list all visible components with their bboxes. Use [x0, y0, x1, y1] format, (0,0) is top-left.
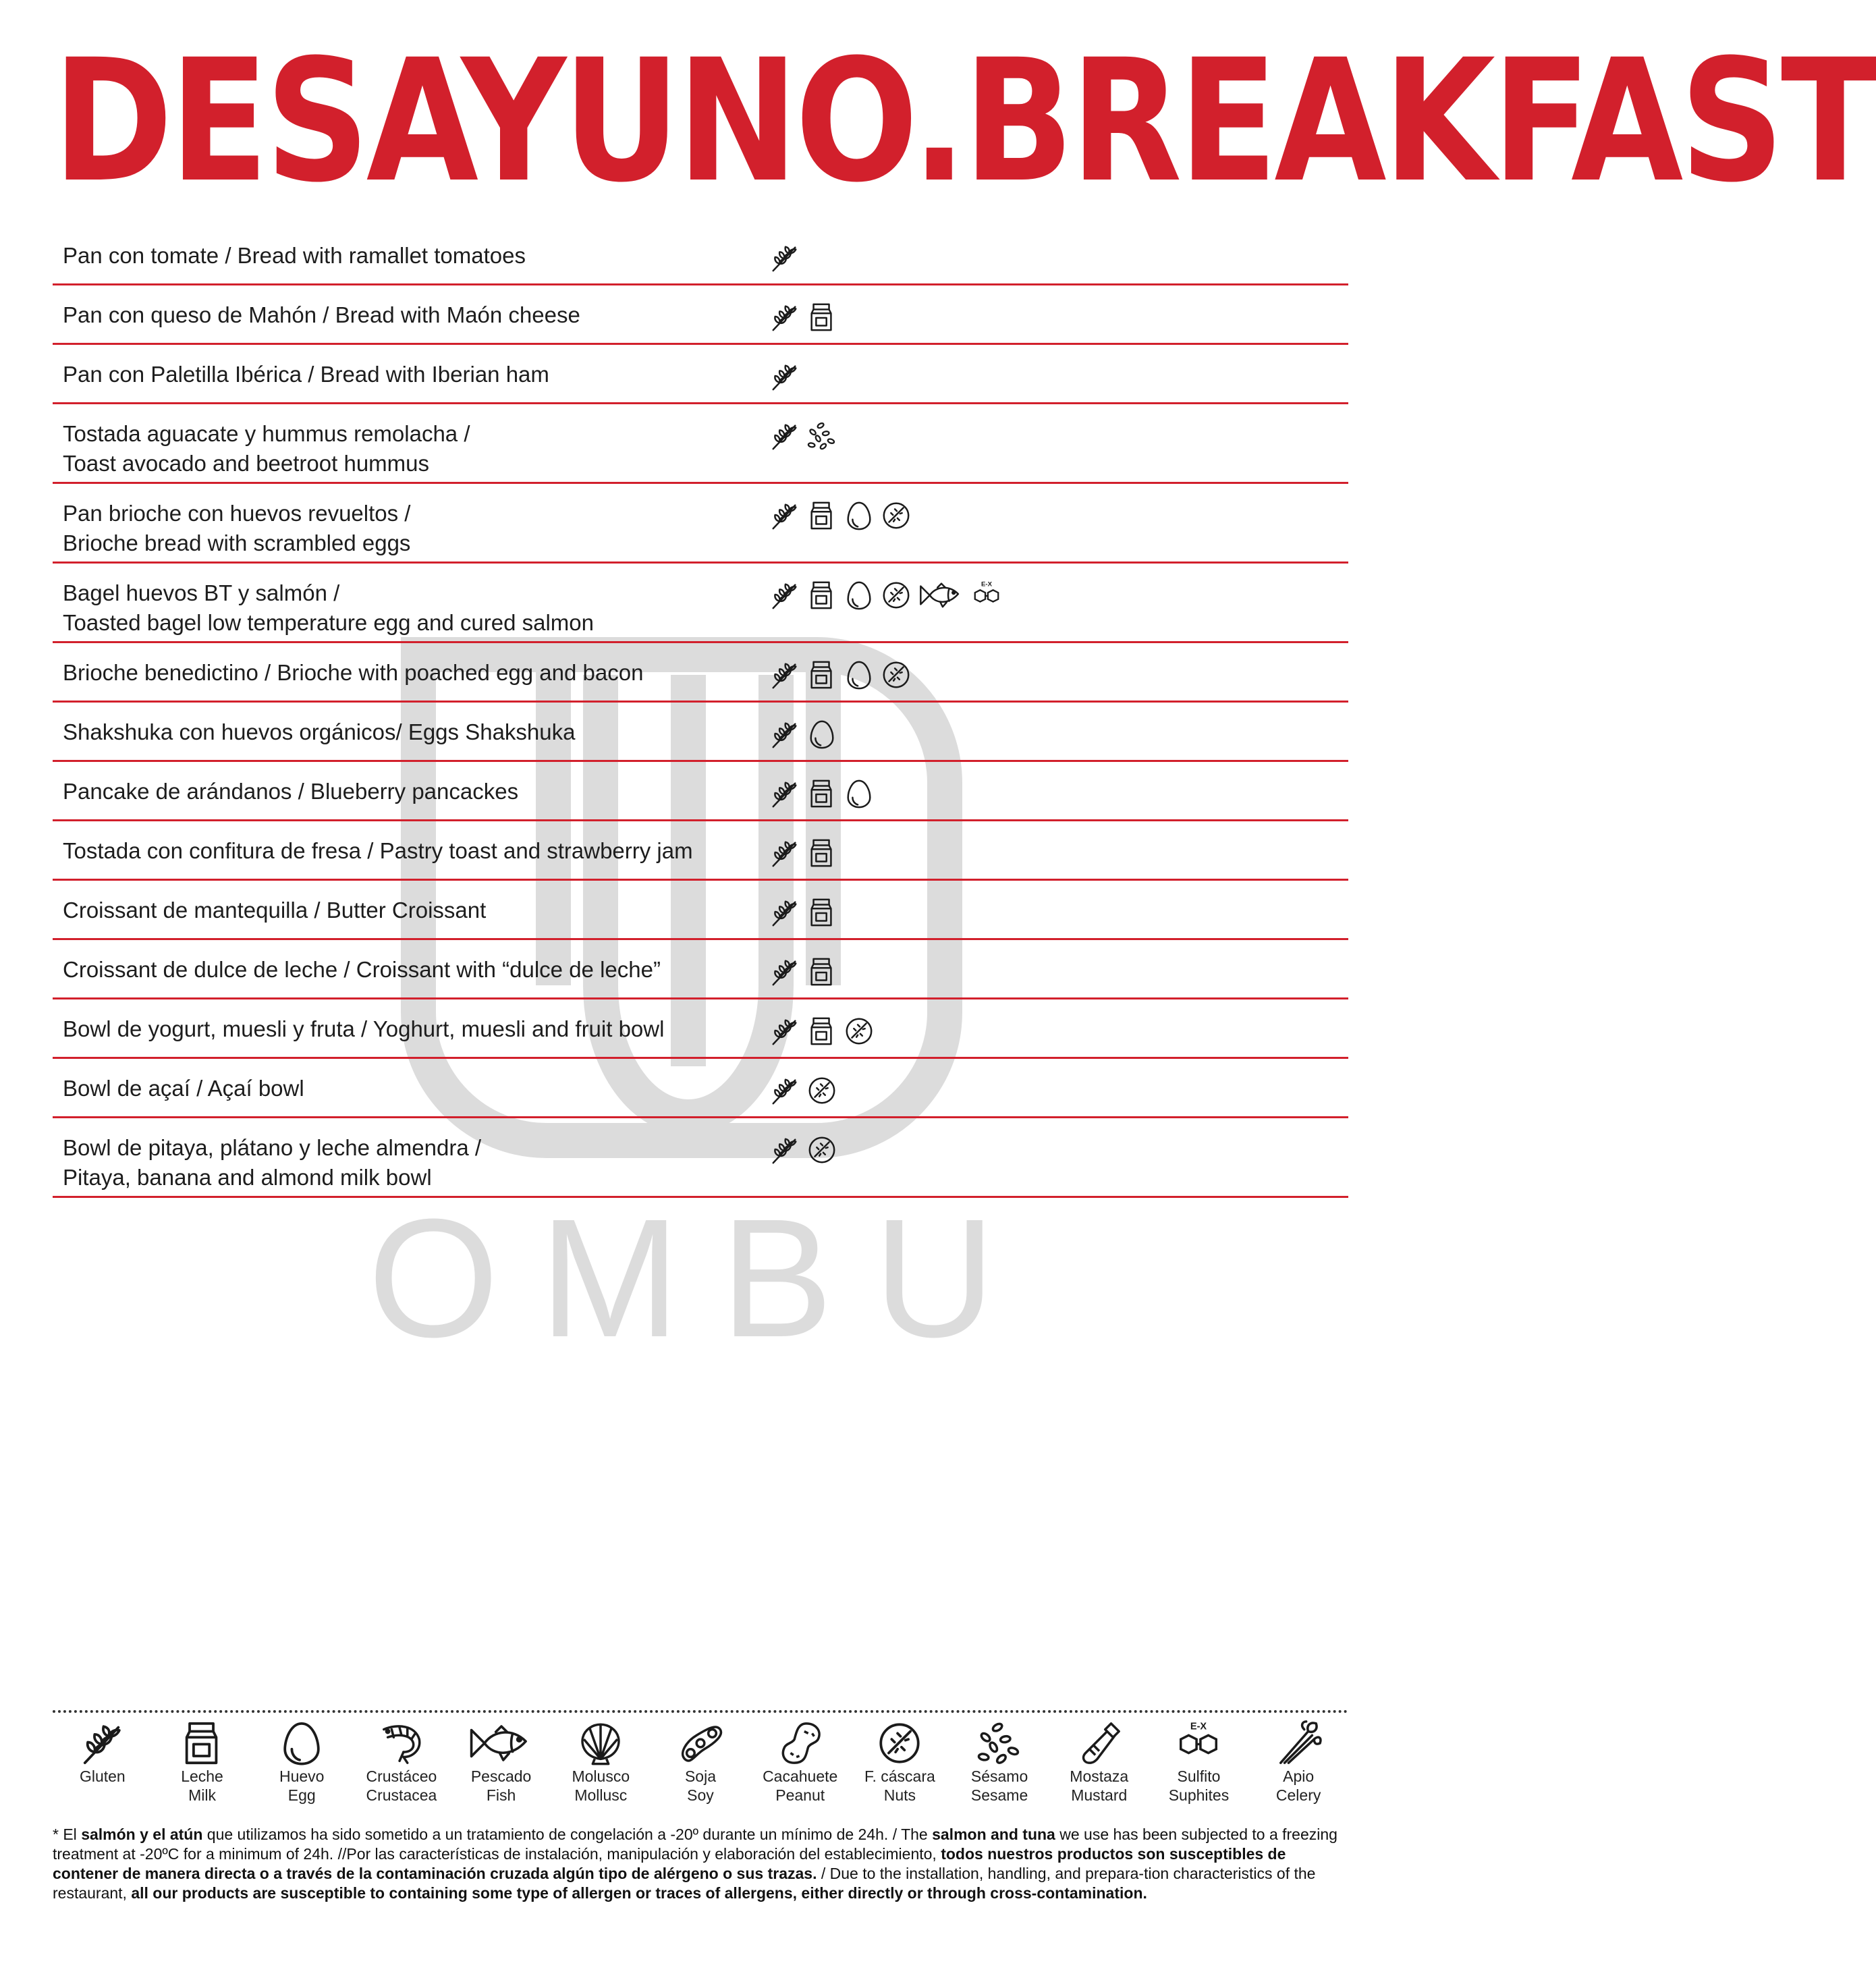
menu-item-line: Bowl de pitaya, plátano y leche almendra /	[63, 1135, 482, 1160]
egg-icon	[806, 719, 837, 750]
menu-item-row	[53, 940, 1348, 999]
menu-item-line: Bowl de açaí / Açaí bowl	[63, 1076, 304, 1101]
gluten-icon	[769, 420, 800, 451]
gluten-icon	[769, 838, 800, 869]
gluten-icon	[769, 1134, 800, 1166]
legend-label-en: Mollusc	[574, 1786, 628, 1804]
gluten-icon	[769, 1016, 800, 1047]
legend-label-es: Sulfito	[1177, 1767, 1221, 1785]
footnote-segment: que utilizamos ha sido sometido a un tratamiento de congelación a -20º durante un mínimo de 24h. / The	[202, 1826, 933, 1843]
menu-item-line: Bagel huevos BT y salmón /	[63, 580, 340, 605]
sesame-icon	[976, 1720, 1023, 1767]
legend-label-es: Leche	[181, 1767, 223, 1785]
menu-item-name	[63, 896, 765, 925]
menu-item-name	[63, 836, 765, 866]
menu-item-allergens	[769, 1014, 875, 1048]
mustard-icon	[1076, 1720, 1123, 1767]
legend-label-en: Egg	[287, 1786, 316, 1804]
gluten-icon	[769, 778, 800, 809]
menu-item-row	[53, 643, 1348, 703]
milk-icon	[806, 659, 837, 690]
egg-icon	[844, 580, 875, 611]
svg-text:E-X: E-X	[1190, 1721, 1207, 1732]
legend-label-es: Mostaza	[1070, 1767, 1129, 1785]
legend-item-gluten	[59, 1720, 146, 1786]
legend-label-en: Milk	[188, 1786, 216, 1804]
crustacea-icon	[378, 1720, 425, 1767]
egg-icon	[844, 659, 875, 690]
nuts-icon	[881, 500, 912, 531]
menu-item-allergens	[769, 360, 800, 393]
gluten-icon	[769, 719, 800, 750]
menu-item-allergens	[769, 419, 837, 453]
milk-icon	[806, 778, 837, 809]
nuts-icon	[876, 1720, 923, 1767]
milk-icon	[806, 580, 837, 611]
menu-item-name	[63, 300, 765, 330]
menu-item-name	[63, 578, 765, 638]
menu-item-line: Croissant de mantequilla / Butter Croissant	[63, 898, 487, 923]
gluten-icon	[769, 956, 800, 987]
page-title: DESAYUNO.BREAKFAST	[53, 23, 1876, 219]
legend-item-sulphites	[1155, 1720, 1242, 1805]
menu-item-allergens	[769, 717, 837, 751]
menu-item-allergens	[769, 1133, 837, 1167]
menu-item-allergens	[769, 1074, 837, 1107]
legend-label-es: Crustáceo	[366, 1767, 437, 1785]
gluten-icon	[769, 361, 800, 392]
legend-label-en: Mustard	[1071, 1786, 1128, 1804]
menu-item-row	[53, 762, 1348, 821]
menu-item-allergens	[769, 578, 1002, 612]
egg-icon	[844, 778, 875, 809]
nuts-icon	[881, 580, 912, 611]
legend-label-es: Gluten	[79, 1767, 126, 1785]
gluten-icon	[769, 500, 800, 531]
milk-icon	[806, 838, 837, 869]
nuts-icon	[844, 1016, 875, 1047]
menu-item-row	[53, 881, 1348, 940]
legend-item-mollusc	[557, 1720, 644, 1805]
menu-item-line: Brioche benedictino / Brioche with poached egg and bacon	[63, 660, 644, 685]
menu-item-line: Pitaya, banana and almond milk bowl	[63, 1165, 432, 1190]
menu-item-line: Pancake de arándanos / Blueberry pancackes	[63, 779, 519, 804]
menu-item-allergens	[769, 836, 837, 870]
nuts-icon	[881, 659, 912, 690]
menu-item-allergens	[769, 241, 800, 275]
footnote-segment: * El	[53, 1826, 82, 1843]
menu-item-row	[53, 404, 1348, 484]
legend-label-en: Celery	[1275, 1786, 1321, 1804]
menu-item-name	[63, 499, 765, 558]
legend-item-nuts	[856, 1720, 943, 1805]
legend-label-en: Soy	[687, 1786, 714, 1804]
menu-item-allergens	[769, 896, 837, 929]
gluten-icon	[79, 1720, 126, 1767]
menu-list	[53, 226, 1348, 1198]
menu-item-allergens	[769, 777, 875, 811]
sulphites-icon	[1175, 1720, 1222, 1767]
legend-item-soy	[657, 1720, 744, 1805]
legend-item-fish	[458, 1720, 545, 1805]
menu-item-allergens	[769, 300, 837, 334]
menu-item-name	[63, 360, 765, 389]
nuts-icon	[806, 1075, 837, 1106]
menu-item-row	[53, 821, 1348, 881]
footnote-segment: / Due to the installation, handling, and prepara-tion characteristics of the restaurant,	[53, 1865, 1316, 1902]
milk-icon	[179, 1720, 226, 1767]
legend-label-es: Cacahuete	[763, 1767, 838, 1785]
legend-item-crustacea	[358, 1720, 445, 1805]
menu-item-line: Toasted bagel low temperature egg and cured salmon	[63, 610, 594, 635]
menu-item-name	[63, 955, 765, 985]
egg-icon	[844, 500, 875, 531]
legend-label-es: Molusco	[572, 1767, 630, 1785]
menu-item-name	[63, 777, 765, 806]
menu-item-name	[63, 419, 765, 478]
peanut-icon	[777, 1720, 824, 1767]
menu-item-line: Brioche bread with scrambled eggs	[63, 530, 411, 555]
legend-item-mustard	[1055, 1720, 1143, 1805]
milk-icon	[806, 1016, 837, 1047]
gluten-icon	[769, 302, 800, 333]
milk-icon	[806, 302, 837, 333]
menu-item-row	[53, 1118, 1348, 1198]
footnote-segment: salmón y el atún	[81, 1826, 203, 1843]
menu-item-row	[53, 703, 1348, 762]
menu-item-line: Pan con tomate / Bread with ramallet tomatoes	[63, 243, 526, 268]
footnote-segment: salmon and tuna	[932, 1826, 1055, 1843]
legend-label-en: Suphites	[1168, 1786, 1230, 1804]
legend-label-es: Apio	[1283, 1767, 1315, 1785]
svg-text:E-X: E-X	[981, 580, 992, 588]
menu-item-name	[63, 241, 765, 271]
menu-item-row	[53, 226, 1348, 285]
menu-item-name	[63, 1074, 765, 1103]
legend-divider	[53, 1710, 1348, 1713]
footnote-segment: we use has been subjected to a freezing treatment at -20ºC for a minimum of 24h. //Por las características de instalación, manipulación y elaboración del establecimiento,	[53, 1826, 1337, 1863]
legend-label-es: Huevo	[279, 1767, 325, 1785]
milk-icon	[806, 500, 837, 531]
legend-item-milk	[159, 1720, 246, 1805]
menu-item-line: Bowl de yogurt, muesli y fruta / Yoghurt, muesli and fruit bowl	[63, 1016, 665, 1041]
milk-icon	[806, 897, 837, 928]
mollusc-icon	[577, 1720, 624, 1767]
menu-item-row	[53, 285, 1348, 345]
menu-item-name	[63, 658, 765, 688]
menu-item-name	[63, 1014, 765, 1044]
menu-item-row	[53, 1059, 1348, 1118]
egg-icon	[278, 1720, 325, 1767]
fish-icon	[918, 580, 965, 611]
allergen-footnote	[53, 1825, 1345, 1903]
legend-label-en: Fish	[486, 1786, 516, 1804]
legend-item-sesame	[956, 1720, 1043, 1805]
milk-icon	[806, 956, 837, 987]
legend-label-en: Sesame	[970, 1786, 1028, 1804]
menu-item-allergens	[769, 658, 912, 692]
menu-item-line: Pan brioche con huevos revueltos /	[63, 501, 411, 526]
menu-item-row	[53, 999, 1348, 1059]
sesame-icon	[806, 420, 837, 451]
menu-item-name	[63, 1133, 765, 1192]
menu-item-line: Shakshuka con huevos orgánicos/ Eggs Shakshuka	[63, 719, 576, 744]
menu-item-line: Croissant de dulce de leche / Croissant with “dulce de leche”	[63, 957, 661, 982]
menu-item-row	[53, 345, 1348, 404]
gluten-icon	[769, 1075, 800, 1106]
menu-item-line: Toast avocado and beetroot hummus	[63, 451, 430, 476]
sulphites-icon	[971, 580, 1002, 611]
menu-item-line: Pan con queso de Mahón / Bread with Maón cheese	[63, 302, 580, 327]
legend-label-es: Sésamo	[970, 1767, 1028, 1785]
legend-label-es: Soja	[684, 1767, 717, 1785]
gluten-icon	[769, 242, 800, 273]
legend-label-es: Pescado	[470, 1767, 532, 1785]
gluten-icon	[769, 659, 800, 690]
celery-icon	[1275, 1720, 1322, 1767]
fish-icon	[468, 1720, 535, 1767]
allergen-legend	[53, 1720, 1348, 1814]
menu-item-row	[53, 564, 1348, 643]
menu-item-line: Tostada aguacate y hummus remolacha /	[63, 421, 470, 446]
nuts-icon	[806, 1134, 837, 1166]
watermark-brand-text: OMBU	[368, 1184, 1036, 1372]
gluten-icon	[769, 580, 800, 611]
menu-item-name	[63, 717, 765, 747]
legend-label-es: F. cáscara	[864, 1767, 935, 1785]
menu-item-allergens	[769, 955, 837, 989]
legend-item-peanut	[756, 1720, 844, 1805]
soy-icon	[677, 1720, 724, 1767]
menu-item-line: Tostada con confitura de fresa / Pastry toast and strawberry jam	[63, 838, 693, 863]
menu-item-row	[53, 484, 1348, 564]
footnote-segment: all our products are susceptible to containing some type of allergen or traces of allergens, either directly or through cross-contamination.	[131, 1884, 1147, 1902]
legend-label-en: Nuts	[883, 1786, 916, 1804]
legend-item-celery	[1254, 1720, 1342, 1805]
gluten-icon	[769, 897, 800, 928]
legend-item-egg	[258, 1720, 346, 1805]
legend-label-en: Peanut	[775, 1786, 825, 1804]
legend-label-en: Crustacea	[366, 1786, 437, 1804]
footnote-segment: todos nuestros productos son susceptibles de contener de manera directa o a través de la contaminación cruzada algún tipo de alérgeno o sus trazas.	[53, 1845, 1286, 1882]
menu-item-line: Pan con Paletilla Ibérica / Bread with Iberian ham	[63, 362, 549, 387]
menu-item-allergens	[769, 499, 912, 532]
